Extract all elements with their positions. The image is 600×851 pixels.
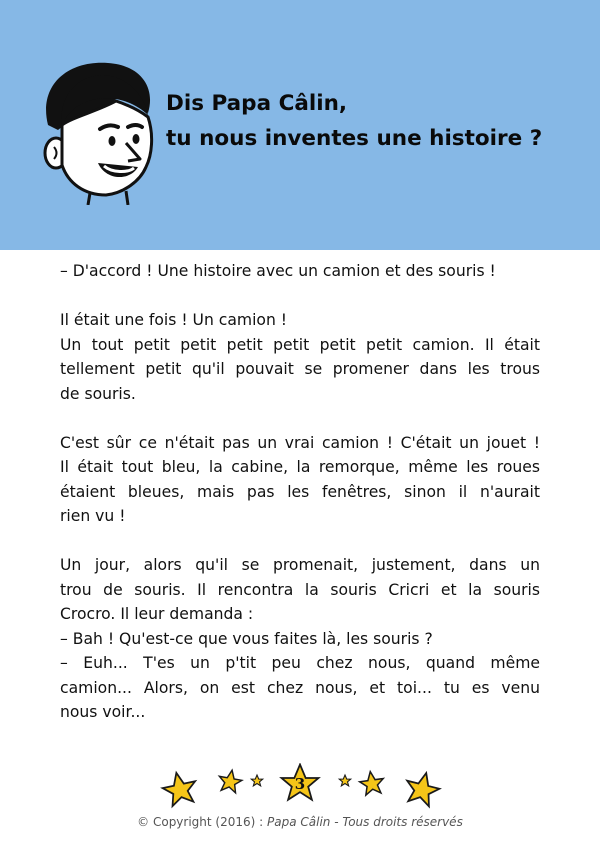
paragraph-line: – Bah ! Qu'est-ce que vous faites là, les souris ? <box>60 629 433 648</box>
copyright-notice <box>0 815 600 829</box>
paragraph-line: – Euh... T'es un p'tit peu chez nous, quand même <box>60 654 540 672</box>
page-number: 3 <box>294 775 306 793</box>
title-line-1: Dis Papa Câlin, <box>166 91 348 116</box>
paragraph-line: tellement petit qu'il pouvait se promener dans les trous <box>60 360 540 378</box>
paragraph-line: Un tout petit petit petit petit petit petit camion. Il était <box>60 335 540 354</box>
papa-calin-avatar-icon <box>28 55 160 205</box>
paragraph-line: – D'accord ! Une histoire avec un camion et des souris ! <box>60 262 496 280</box>
title-line-2: tu nous inventes une histoire ? <box>166 126 543 151</box>
star-icon <box>402 769 442 808</box>
paragraph-line: Crocro. Il leur demanda : <box>60 605 254 623</box>
header-banner <box>0 0 600 250</box>
page-title <box>166 86 586 156</box>
copyright-owner: Papa Câlin - Tous droits réservés <box>267 815 463 829</box>
paragraph-line: camion... Alors, on est chez nous, et toi... tu es venu <box>60 678 540 697</box>
paragraph-line: de souris. <box>60 384 136 403</box>
star-icon <box>251 775 262 786</box>
story-text <box>60 259 540 725</box>
star-icon <box>339 775 350 786</box>
paragraph-line: rien vu ! <box>60 507 126 525</box>
paragraph-line: C'est sûr ce n'était pas un vrai camion ! C'était un jouet ! <box>60 433 540 452</box>
paragraph-line: Il était tout bleu, la cabine, la remorque, même les roues <box>60 458 540 476</box>
paragraph-line: nous voir... <box>60 703 146 721</box>
paragraph-line: Il était une fois ! Un camion ! <box>60 311 288 329</box>
paragraph-line: étaient bleues, mais pas les fenêtres, sinon il n'aurait <box>60 482 540 501</box>
star-icon <box>359 770 386 796</box>
paragraph-line: trou de souris. Il rencontra la souris Cricri et la souris <box>60 580 540 599</box>
star-icon <box>217 768 243 793</box>
star-icon <box>160 769 199 807</box>
paragraph-line: Un jour, alors qu'il se promenait, justement, dans un <box>60 556 540 574</box>
copyright-prefix: © Copyright (2016) : <box>137 815 267 829</box>
